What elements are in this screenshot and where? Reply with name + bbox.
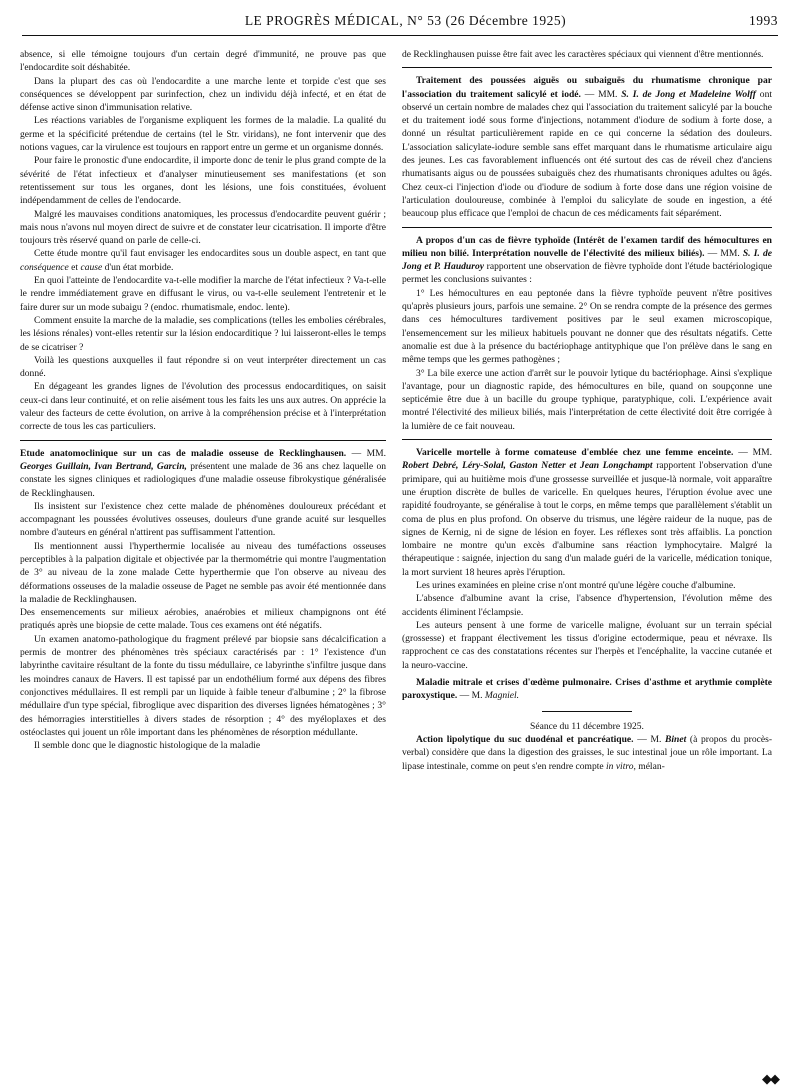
divider — [20, 440, 386, 441]
paragraph: Il semble donc que le diagnostic histologique de la maladie — [34, 740, 261, 752]
right-column — [402, 48, 772, 773]
paragraph: 3° La bile exerce une action d'arrêt sur le pouvoir lytique du bactériophage. Ainsi s'explique l'avantage, pour un diagnostic rapide, des hémocultures en bile, quand on soupçonne une septicémie être due à un bacille du groupe typhique, paratyphique, coli. L'expérience avait montré l'électivité des milieux biliés, mais l'interprétation de cette électivité doit être corrigée à la lumière de ce fait nouveau. — [402, 367, 772, 432]
paragraph: Dans la plupart des cas où l'endocardite a une marche lente et torpide c'est que ses conséquences se développent par surinfection, chez un individu déjà infecté, et en état de défense active sinon d'immunisation relative. — [20, 75, 386, 114]
diamond-ornament-icon: ◆◆ — [762, 1072, 778, 1087]
article-title: Varicelle mortelle à forme comateuse d'emblée chez une femme enceinte. — [416, 447, 734, 459]
paragraph: Pour faire le pronostic d'une endocardite, il importe donc de tenir le plus grand compte de la sévérité de l'état infectieux et d'analyser minutieusement ses manifestations (et son retentissement sur tous les organes, dont les lésions, une fois constituées, évoluent indépendamment de celles de l'endocarde. — [20, 155, 386, 207]
paragraph: En quoi l'atteinte de l'endocardite va-t-elle modifier la marche de l'état infectieux ? Va-t-elle le rendre immédiatement grave en diffusant le virus, ou va-t-elle seulement l'entretenir et le faire durer sur un mode subaigu ? (endoc. rhumatismale, endoc. lente). — [20, 275, 386, 313]
paragraph: absence, si elle témoigne toujours d'un certain degré d'immunité, ne prouve pas que l'endocardite soit déshabitée. — [20, 49, 386, 74]
paragraph: L'absence d'albumine avant la crise, l'absence d'hypertension, l'évolution même des accidents éliminent l'éclampsie. — [402, 593, 772, 618]
article-authors: Binet — [665, 733, 687, 745]
article-title: Traitement des poussées aiguës ou subaiguës du rhumatisme chronique par l'association du traitement salicylé et iodé. — [402, 75, 772, 100]
article-recklinghausen: Etude anatomoclinique sur un cas de maladie osseuse de Recklinghausen. — MM. Georges Guillain, Ivan Bertrand, Garcin, présentent une malade de 36 ans chez laquelle on constate les signes cliniques et radiologiques d'une maladie osseuse fibrokystique généralisée de Recklinghausen. — [20, 447, 387, 499]
divider — [542, 711, 632, 712]
page-number: 1993 — [749, 13, 778, 28]
paragraph: Les urines examinées en pleine crise n'ont montré qu'une légère couche d'albumine. — [416, 579, 736, 591]
article-authors: Magniel. — [484, 690, 520, 702]
article-title: A propos d'un cas de fièvre typhoïde (Intérêt de l'examen tardif des hémocultures en milieu non bilié. Interprétation nouvelle de l'électivité des milieux biliés). — [402, 234, 772, 259]
paragraph: 1° Les hémocultures en eau peptonée dans la fièvre typhoïde peuvent n'être positives qu'après plusieurs jours, parfois une semaine. 2° On se rendra compte de la présence des germes dans ces hémocultures tardivement positives par le seul examen microscopique, l'ensemencement sur les milieux habituels pouvant ne donner que des résultats négatifs. Cette anomalie est due à la présence du bactériophage antityphique que l'on prélève dans le sang en même temps que les germes pathogènes ; — [402, 287, 772, 366]
paragraph: En dégageant les grandes lignes de l'évolution des processus endocarditiques, on saisit ceux-ci dans leur continuité, et on relie aisément tous les faits les uns aux autres. On apprécie la valeur des facteurs de cette évolution, on arrive à la compréhension précise et à l'interprétation correcte de tous les cas particuliers. — [20, 381, 386, 433]
article-varicelle: Varicelle mortelle à forme comateuse d'emblée chez une femme enceinte. — MM. Robert Debré, Léry-Solal, Gaston Netter et Jean Longchampt rapportent l'observation d'une primipare, qui au huitième mois d'une grossesse surveillée et jusque-là normale, voit apparaître une éruption discrète de bulles de varicelle. En quelques heures, l'éruption évolue avec une rapidité foudroyante, se généralise à tout le corps, en même temps que parallèlement s'établit un coma de plus en plus profond. On observe du trismus, une légère raideur de la nuque, pas de signes de Kernig, ni de signe de lésion en foyer. Les réflexes sont très affaiblis. La ponction lombaire ne montre qu'un excès d'albumine sans réaction lymphocytaire. Malgré la thérapeutique : saignée, injection du sang d'un malade guéri de la varicelle, médication tonique, la mort survient 18 heures après l'éruption. — [402, 447, 772, 578]
paragraph: Ils mentionnent aussi l'hyperthermie localisée au niveau des tuméfactions osseuses perceptibles à la palpation digitale et objectivée par la thermométrie qui montre l'augmentation de 3° au niveau de la zone malade Cette hyperthermie que l'on observe au niveau des déformations osseuses de la maladie osseuse de Paget ne semble pas avoir été mentionnée dans la maladie de Recklinghausen. — [20, 540, 386, 605]
article-authors: Robert Debré, Léry-Solal, Gaston Netter et Jean Longchampt — [402, 460, 653, 472]
paragraph: Comment ensuite la marche de la maladie, ses complications (telles les embolies cérébrales, les lésions rénales) vont-elles retentir sur la lésion endocarditique ? lui laisseront-elles le temps de se cicatriser ? — [20, 314, 386, 353]
divider — [402, 227, 772, 228]
paragraph: Les réactions variables de l'organisme expliquent les formes de la maladie. La qualité du germe et la spécificité prétendue de certains (tel le Str. viridans), ne font intervenir que des notions vagues, car la virulence est toujours en rapport entre un germe et un organisme donnés. — [20, 115, 386, 154]
journal-title: LE PROGRÈS MÉDICAL, N° 53 (26 Décembre 1925) — [244, 13, 567, 28]
running-header — [22, 6, 778, 36]
article-lipolytique: Action lipolytique du suc duodénal et pancréatique. — M. Binet (à propos du procès-verbal) considère que dans la digestion des graisses, le suc intestinal joue un rôle important. La lipase intestinale, comme on peut s'en rendre compte in vitro, mélan- — [402, 733, 773, 772]
divider — [402, 439, 772, 440]
paragraph: Des ensemencements sur milieux aérobies, anaérobies et milieux champignons ont été pratiqués après une biopsie de cette malade. Tous ces examens ont été négatifs. — [20, 607, 386, 632]
left-column — [20, 48, 386, 752]
article-authors: S. I. de Jong et P. Hauduroy — [402, 247, 772, 273]
article-rhumatisme: Traitement des poussées aiguës ou subaiguës du rhumatisme chronique par l'association du traitement salicylé et iodé. — MM. S. I. de Jong et Madeleine Wolff ont observé un certain nombre de malades chez qui l'association du traitement salicylé par la bouche et du traitement iodé sous forme d'injections, notamment d'iodure de sodium à forte dose, a donné un résultat particulièrement rapide en ce qui concerne la sédation des douleurs. L'association salicylate-iodure semble sans effet marquant dans le rhumatisme articulaire aigu des jeunes. Les cas favorablement influencés ont été surtout des cas de réveil chez d'anciens rhumatisants aigus ou de poussées subaiguës chez des rhumatisants chroniques adultes ou âgés. Chez ceux-ci l'injection d'iode ou d'iodure de sodium à forte dose dans une région voisine de l'articulation douloureuse, combinée à l'emploi du salicylate de soude en ingestion, a été beaucoup plus efficace que l'emploi de chacun de ces médicaments fait séparément. — [402, 75, 773, 220]
paragraph: Les auteurs pensent à une forme de varicelle maligne, évoluant sur un terrain spécial (grossesse) et frappant électivement les tissus d'origine ectodermique, peau et névraxe. Ils rapprochent ce cas des constatations récentes sur l'herpès et l'encéphalite, la vaccine cutanée et la neuro-vaccine. — [402, 619, 772, 671]
article-typhoide: A propos d'un cas de fièvre typhoïde (Intérêt de l'examen tardif des hémocultures en milieu non bilié. Interprétation nouvelle de l'électivité des milieux biliés). — MM. S. I. de Jong et P. Hauduroy rapportent une observation de fièvre typhoïde dont l'étude bactériologique permet les conclusions suivantes : — [402, 234, 772, 286]
paragraph: de Recklinghausen puisse être fait avec les caractères spéciaux qui viennent d'être mentionnés. — [402, 49, 764, 60]
article-title: Etude anatomoclinique sur un cas de maladie osseuse de Recklinghausen. — [20, 447, 347, 459]
seance-heading: Séance du 11 décembre 1925. — [530, 720, 644, 732]
paragraph: Cette étude montre qu'il faut envisager les endocardites sous un double aspect, en tant que conséquence et cause d'un état morbide. — [20, 248, 386, 273]
article-authors: Georges Guillain, Ivan Bertrand, Garcin, — [20, 460, 187, 472]
paragraph: Un examen anatomo-pathologique du fragment prélevé par biopsie sans décalcification a permis de montrer des phénomènes très spéciaux caractérisés par : 1° l'existence d'un labyrinthe cavitaire résultant de la fonte du tissu médullaire, ce labyrinthe s'infiltre jusque dans les moindres canaux de Havers. Il est tapissé par un endothélium formé aux dépens des fibres conjonctives médullaires. Il est rempli par un liquide à faible teneur d'albumine ; 2° la fibrose médullaire d'un type spécial, fibroglique avec disparition des diverses lignées hématogènes ; 3° des hémorragies interstitielles à divers stades de résorption ; 4° des myéloplaxes et des ostéoclastes qui jouent un rôle important dans les phénomènes de résorption médullante. — [20, 633, 386, 738]
paragraph: Malgré les mauvaises conditions anatomiques, les processus d'endocardite peuvent guérir ; mais nous n'avons nul moyen direct de suivre et de constater leur cicatrisation. Il importe d'être toujours très réservé quand on parle de celle-ci. — [20, 208, 386, 247]
paragraph: Voilà les questions auxquelles il faut répondre si on veut interpréter directement un cas donné. — [20, 354, 386, 380]
paragraph: Ils insistent sur l'existence chez cette malade de phénomènes douloureux précédant et accompagnant les poussées évolutives osseuses, douleurs d'une grande acuité sur lesquelles nombre d'auteurs en général n'attirent pas suffisamment l'attention. — [20, 500, 386, 539]
article-title: Action lipolytique du suc duodénal et pancréatique. — [416, 733, 634, 745]
article-mitrale: Maladie mitrale et crises d'œdème pulmonaire. Crises d'asthme et arythmie complète paroxystique. — M. Magniel. — [402, 677, 772, 702]
divider — [402, 67, 772, 68]
article-title: Maladie mitrale et crises d'œdème pulmonaire. Crises d'asthme et arythmie complète paroxystique. — [402, 677, 772, 702]
article-authors: S. I. de Jong et Madeleine Wolff — [621, 88, 756, 100]
